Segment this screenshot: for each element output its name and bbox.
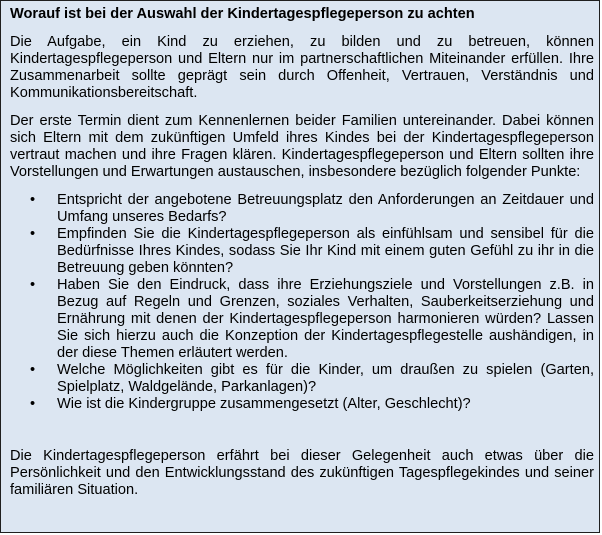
list-item (10, 396, 594, 413)
list-item-text: Entspricht der angebotene Betreuungsplatz den Anforderungen an Zeitdauer und Umfang unseres Bedarfs? (57, 192, 594, 225)
bullet-icon: • (30, 277, 36, 293)
list-item (10, 226, 594, 277)
closing-paragraph: Die Kindertagespflegeperson erfährt bei dieser Gelegenheit auch etwas über die Persönlichkeit und den Entwicklungsstand des zukünftigen Tagespflegekindes und seiner familiären Situation. (10, 448, 594, 498)
bullet-icon: • (30, 396, 36, 412)
bullet-icon: • (30, 362, 36, 378)
list-item-text: Welche Möglichkeiten gibt es für die Kinder, um draußen zu spielen (Garten, Spielplatz, Waldgelände, Parkanlagen)? (57, 362, 594, 395)
box-title: Worauf ist bei der Auswahl der Kindertagespflegeperson zu achten (10, 6, 475, 22)
info-box-content (10, 6, 594, 510)
list-item (10, 277, 594, 362)
list-item-text: Empfinden Sie die Kindertagespflegeperson als einfühlsam und sensibel für die Bedürfnisse Ihres Kindes, sodass Sie Ihr Kind mit einem guten Gefühl zu ihr in die Betreuung geben könnten? (57, 226, 594, 276)
intro-paragraph: Die Aufgabe, ein Kind zu erziehen, zu bilden und zu betreuen, können Kindertagespflegeperson und Eltern nur im partnerschaftlichen Miteinander erfüllen. Ihre Zusammenarbeit sollte geprägt sein durch Offenheit, Vertrauen, Verständnis und Kommunikationsbereitschaft. (10, 34, 594, 101)
first-meeting-paragraph: Der erste Termin dient zum Kennenlernen beider Familien untereinander. Dabei können sich Eltern mit dem zukünftigen Umfeld ihres Kindes bei der Kindertagespflegeperson vertraut machen und ihre Fragen klären. Kindertagespflegeperson und Eltern sollten ihre Vorstellungen und Erwartungen austauschen, insbesondere bezüglich folgender Punkte: (10, 113, 594, 180)
list-item (10, 192, 594, 226)
list-item-text: Wie ist die Kindergruppe zusammengesetzt (Alter, Geschlecht)? (57, 396, 471, 412)
list-item-text: Haben Sie den Eindruck, dass ihre Erziehungsziele und Vorstellungen z.B. in Bezug auf Regeln und Grenzen, soziales Verhalten, Sauberkeitserziehung und Ernährung mit denen der Kindertagespflegeperson harmonieren würden? Lassen Sie sich hierzu auch die Konzeption der Kindertagespflegestelle aushändigen, in der diese Themen erläutert werden. (57, 277, 594, 361)
checklist (10, 192, 594, 413)
bullet-icon: • (30, 192, 36, 208)
bullet-icon: • (30, 226, 36, 242)
list-item (10, 362, 594, 396)
